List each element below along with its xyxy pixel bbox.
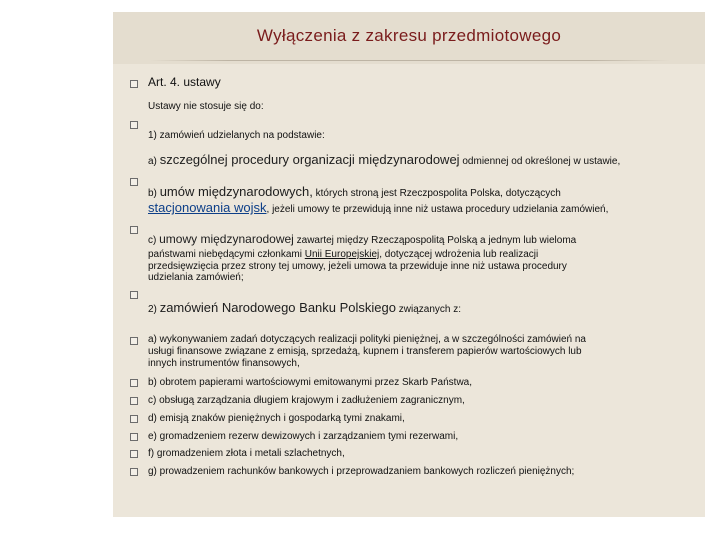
item-1c-rest2b: , dotyczącej wdrożenia lub realizacji: [379, 249, 539, 260]
bullet-square-icon: [130, 450, 138, 458]
bullet-square-icon: [130, 397, 138, 405]
sub-item-f: f) gromadzeniem złota i metali szlachetnych,: [148, 448, 345, 459]
item-1b-rest2: , jeżeli umowy te przewidują inne niż ustawa procedury udzielania zamówień,: [266, 204, 609, 215]
sub-item-a-line1: a) wykonywaniem zadań dotyczących realizacji polityki pieniężnej, a w szczególności zamówień na: [148, 334, 586, 345]
sub-item-g: g) prowadzeniem rachunków bankowych i przeprowadzaniem bankowych rozliczeń pieniężnych;: [148, 466, 575, 477]
item-2-rest: związanych z:: [398, 304, 462, 315]
sub-item-c: c) obsługą zarządzania długiem krajowym i zadłużeniem zagranicznym,: [148, 395, 465, 406]
bullet-square-icon: [130, 121, 138, 129]
intro-text: Ustawy nie stosuje się do:: [148, 101, 264, 112]
item-1c: [148, 234, 696, 247]
bullet-square-icon: [130, 337, 138, 345]
item-1c-rest1: zawartej między Rzecząpospolitą Polską a jednym lub wieloma: [296, 235, 577, 246]
sub-item-a-line3: innych instrumentów finansowych,: [148, 358, 300, 369]
bullet-square-icon: [130, 291, 138, 299]
stacjonowania-wojsk-link[interactable]: stacjonowania wojsk: [148, 200, 267, 215]
item-1c-emphasis: umowy międzynarodowej: [159, 232, 294, 246]
bullet-square-icon: [130, 415, 138, 423]
title-divider: [150, 60, 670, 61]
item-1c-line3: przedsięwzięcia przez strony tej umowy, jeżeli umowa ta przewiduje inne niż ustawa procedury: [148, 261, 567, 272]
item-1c-line2: [148, 249, 696, 261]
item-1b-rest: których stroną jest Rzeczpospolita Polska, dotyczących: [315, 188, 561, 199]
sub-item-b: b) obrotem papierami wartościowymi emitowanymi przez Skarb Państwa,: [148, 377, 473, 388]
bullet-square-icon: [130, 433, 138, 441]
bullet-square-icon: [130, 468, 138, 476]
bullet-square-icon: [130, 379, 138, 387]
sub-item-d: d) emisją znaków pieniężnych i gospodarką tymi znakami,: [148, 413, 405, 424]
item-2: [148, 302, 696, 316]
bullet-square-icon: [130, 178, 138, 186]
article-heading: Art. 4. ustawy: [148, 75, 221, 89]
slide-title: Wyłączenia z zakresu przedmiotowego: [256, 26, 562, 45]
item-1a-emphasis: szczególnej procedury organizacji międzynarodowej: [159, 152, 460, 167]
item-1b-continued: [148, 202, 696, 216]
bullet-square-icon: [130, 226, 138, 234]
item-1c-prefix: c): [148, 235, 157, 246]
bullet-square-icon: [130, 80, 138, 88]
item-2-prefix: 2): [148, 304, 157, 315]
item-1-text: 1) zamówień udzielanych na podstawie:: [148, 130, 325, 141]
unia-europejska-link[interactable]: Unii Europejskiej: [304, 249, 380, 260]
item-1b-emphasis: umów międzynarodowych,: [159, 184, 313, 199]
item-1a-prefix: a): [148, 156, 157, 167]
item-1a-rest: odmiennej od określonej w ustawie,: [462, 156, 621, 167]
item-1b: [148, 186, 696, 200]
item-1a: [148, 154, 696, 168]
item-1c-line4: udzielania zamówień;: [148, 272, 244, 283]
item-1b-prefix: b): [148, 188, 157, 199]
item-2-emphasis: zamówień Narodowego Banku Polskiego: [159, 300, 396, 315]
sub-item-e: e) gromadzeniem rezerw dewizowych i zarządzaniem tymi rezerwami,: [148, 431, 459, 442]
item-1c-rest2a: państwami niebędącymi członkami: [148, 249, 302, 260]
sub-item-a-line2: usługi finansowe związane z emisją, sprzedażą, kupnem i transferem papierów wartościowych lub: [148, 346, 582, 357]
